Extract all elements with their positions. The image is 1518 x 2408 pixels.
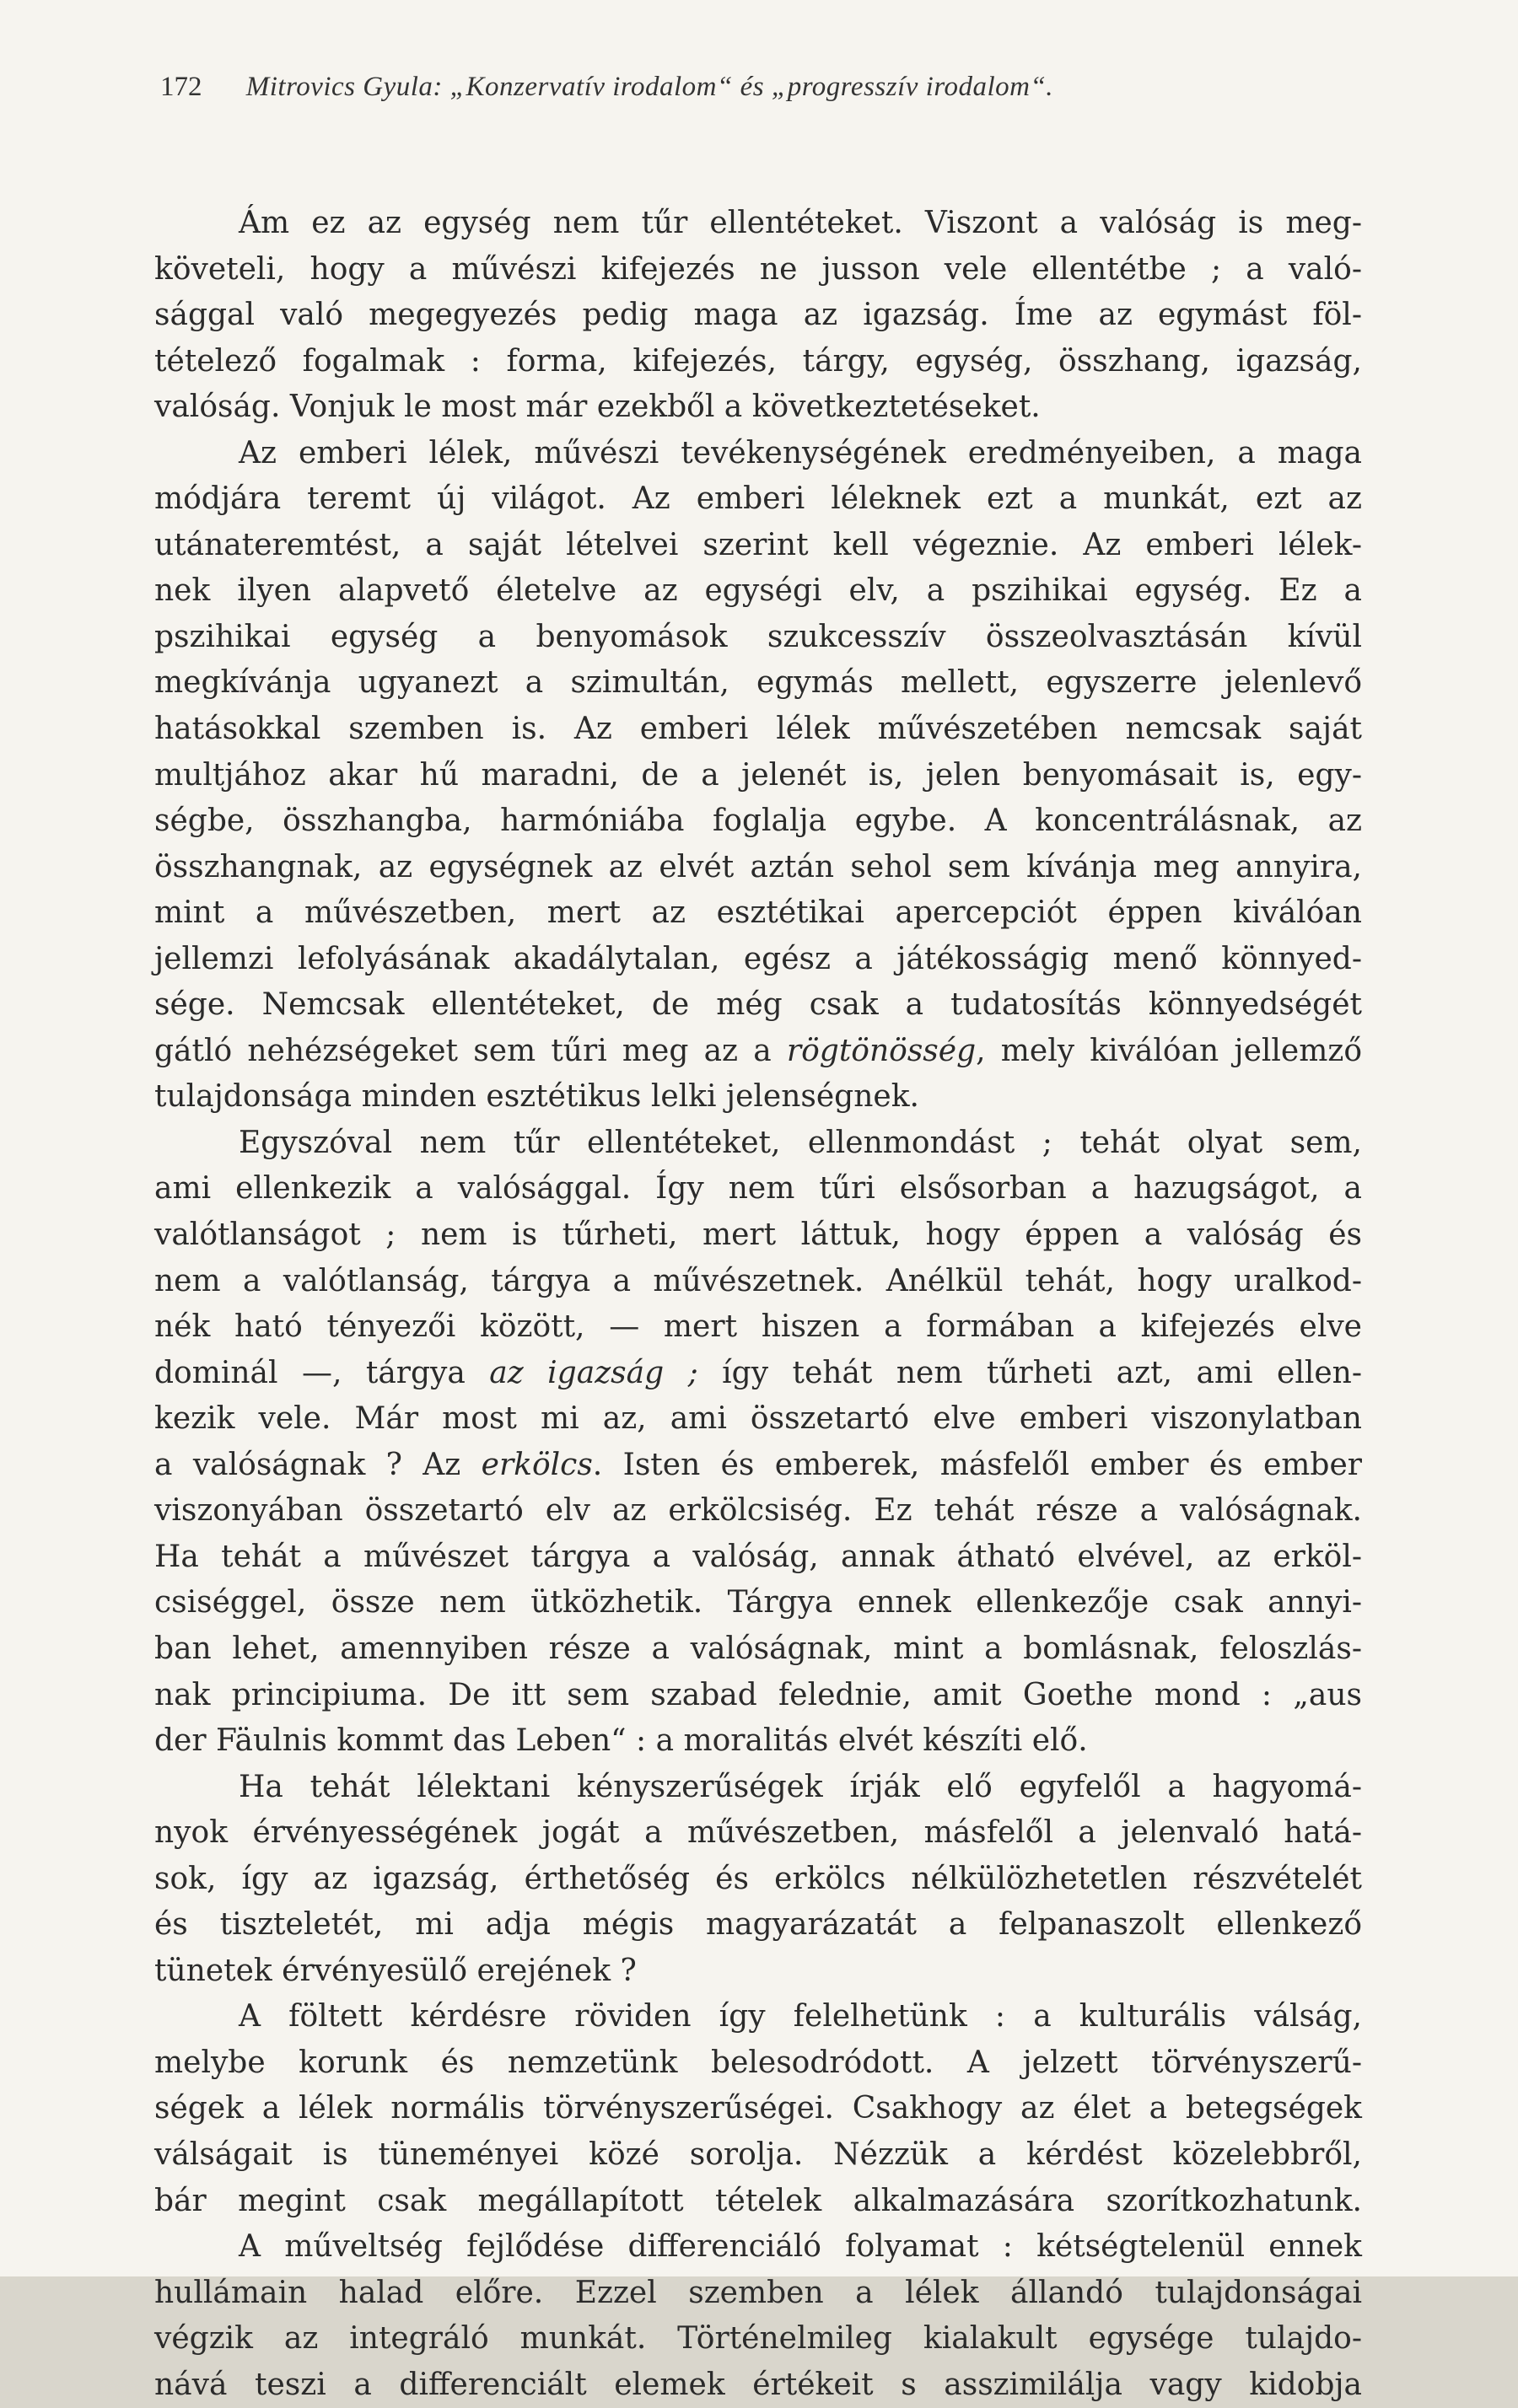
text-line: ban lehet, amennyiben része a valóságnak, mint a bomlásnak, feloszlás- <box>154 1631 1362 1666</box>
text-line: ségek a lélek normális törvényszerűségei. Csakhogy az élet a betegségek <box>154 2091 1362 2126</box>
text-line: nem a valótlanság, tárgya a művészetnek. Anélkül tehát, hogy uralkod- <box>154 1263 1362 1298</box>
text-line: gátló nehézségeket sem tűri meg az a rögtönösség, mely kiválóan jellemző <box>154 1033 1362 1068</box>
text-line: Ha tehát lélektani kényszerűségek írják elő egyfelől a hagyomá- <box>239 1769 1362 1804</box>
text-line: nék ható tényezői között, — mert hiszen a formában a kifejezés elve <box>154 1309 1362 1345</box>
text-line: Ám ez az egység nem tűr ellentéteket. Viszont a valóság is meg- <box>239 206 1362 240</box>
text-line: nak principiuma. De itt sem szabad feledniе, amit Goethe mond : „aus <box>154 1677 1362 1712</box>
text-line: hullámain halad előre. Ezzel szemben a lélek állandó tulajdonságai <box>154 2275 1362 2310</box>
text-line: hatásokkal szemben is. Az emberi lélek művészetében nemcsak saját <box>154 712 1362 747</box>
text-line: módjára teremt új világot. Az emberi léleknek ezt a munkát, ezt az <box>154 481 1362 517</box>
running-title: Mitrovics Gyula: „Konzervatív irodalom“ és „progresszív irodalom“. <box>245 72 1054 102</box>
text-line: sok, így az igazság, érthetőség és erkölcs nélkülözhetetlen részvételét <box>154 1861 1362 1896</box>
page-number: 172 <box>160 72 202 102</box>
text-line: sége. Nemcsak ellentéteket, de még csak a tudatosítás könnyedségét <box>154 987 1362 1023</box>
text-line: tételező fogalmak : forma, kifejezés, tárgy, egység, összhang, igazság, <box>154 343 1362 379</box>
text-line: utánateremtést, a saját lételvei szerint kell végeznie. Az emberi lélek- <box>154 527 1362 562</box>
text-line: valóság. Vonjuk le most már ezekből a következtetéseket. <box>154 390 1041 425</box>
text-line: dominál —, tárgya az igazság ; így tehát nem tűrheti azt, ami ellen- <box>154 1355 1362 1390</box>
text-line: és tiszteletét, mi adja mégis magyarázatát a felpanaszolt ellenkező <box>154 1907 1362 1943</box>
text-line: ségbe, összhangba, harmóniába foglalja egybe. A koncentrálásnak, az <box>154 804 1362 839</box>
text-line: Egyszóval nem tűr ellentéteket, ellenmondást ; tehát olyat sem, <box>239 1125 1362 1160</box>
text-line: Ha tehát a művészet tárgya a valóság, annak átható elvével, az erköl- <box>154 1539 1362 1574</box>
text-line: bár megint csak megállapított tételek alkalmazására szorítkozhatunk. <box>154 2183 1362 2218</box>
text-line: nek ilyen alapvető életelve az egységi elv, a pszihikai egység. Ez a <box>154 573 1362 609</box>
text-line: Az emberi lélek, művészi tevékenységének eredményeiben, a maga <box>239 435 1362 470</box>
text-line: A föltett kérdésre röviden így felelhetünk : a kulturális válság, <box>239 1999 1362 2034</box>
text-line: sággal való megegyezés pedig maga az igazság. Íme az egymást föl- <box>154 298 1362 333</box>
text-line: megkívánja ugyanezt a szimultán, egymás mellett, egyszerre jelenlevő <box>154 665 1362 701</box>
text-line: válságait is tüneményei közé sorolja. Nézzük a kérdést közelebbről, <box>154 2137 1362 2172</box>
text-line: tulajdonsága minden esztétikus lelki jelenségnek. <box>154 1079 919 1115</box>
text-line: tünetek érvényesülő erejének ? <box>154 1953 637 1988</box>
text-line: multjához akar hű maradni, de a jelenét is, jelen benyomásait is, egy- <box>154 757 1362 793</box>
text-line: követeli, hogy a művészi kifejezés ne jusson vele ellentétbe ; a való- <box>154 251 1362 287</box>
text-line: valótlanságot ; nem is tűrheti, mert láttuk, hogy éppen a valóság és <box>154 1217 1362 1253</box>
text-line: csiséggel, össze nem ütközhetik. Tárgya ennek ellenkezője csak annyi- <box>154 1585 1362 1621</box>
text-line: jellemzi lefolyásának akadálytalan, egész a játékosságig menő könnyed- <box>154 941 1362 976</box>
running-head <box>160 66 1358 108</box>
text-line: pszihikai egység a benyomások szukcesszív összeolvasztásán kívül <box>154 619 1362 654</box>
text-line: viszonyában összetartó elv az erkölcsiség. Ez tehát része a valóságnak. <box>154 1493 1362 1529</box>
text-line: melybe korunk és nemzetünk belesodródott. A jelzett törvényszerű- <box>154 2045 1362 2080</box>
text-line: A műveltség fejlődése differenciáló folyamat : kétségtelenül ennek <box>239 2229 1362 2265</box>
text-line: végzik az integráló munkát. Történelmileg kialakult egysége tulajdo- <box>154 2321 1362 2357</box>
text-line: ami ellenkezik a valósággal. Így nem tűri elsősorban a hazugságot, a <box>154 1171 1362 1207</box>
text-line: összhangnak, az egységnek az elvét aztán sehol sem kívánja meg annyira, <box>154 849 1362 884</box>
text-line: mint a művészetben, mert az esztétikai apercepciót éppen kiválóan <box>154 895 1362 931</box>
text-line: nyok érvényességének jogát a művészetben, másfelől a jelenvaló hatá- <box>154 1815 1362 1851</box>
text-line: a valóságnak ? Az erkölcs. Isten és emberek, másfelől ember és ember <box>154 1447 1362 1482</box>
text-line: kezik vele. Már most mi az, ami összetartó elve emberi viszonylatban <box>154 1401 1362 1437</box>
body-text <box>154 201 1362 2408</box>
text-line: nává teszi a differenciált elemek értékeit s asszimilálja vagy kidobja <box>154 2367 1362 2402</box>
text-line: der Fäulnis kommt das Leben“ : a moralitás elvét készíti elő. <box>154 1723 1088 1759</box>
